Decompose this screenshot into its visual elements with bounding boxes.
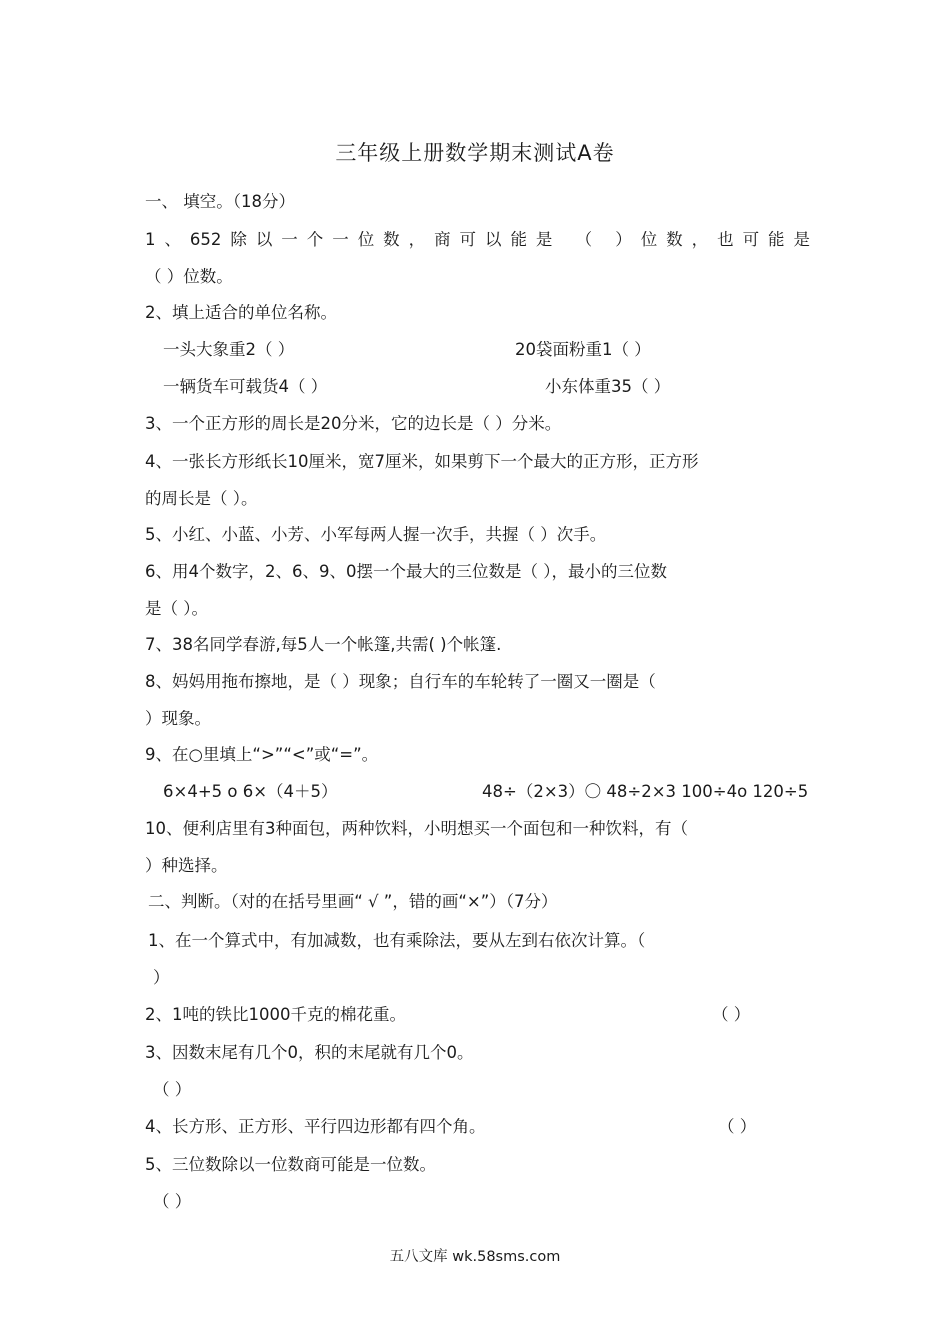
judge-4: 4、长方形、正方形、平行四边形都有四个角。 (145, 1117, 486, 1136)
question-4-line-2: 的周长是（ ）。 (145, 489, 258, 508)
question-2-item-truck: 一辆货车可载货4（ ） (163, 377, 328, 396)
judge-5: 5、三位数除以一位数商可能是一位数。 (145, 1155, 436, 1174)
question-2: 2、填上适合的单位名称。 (145, 303, 337, 322)
page-footer: 五八文库 wk.58sms.com (389, 1249, 561, 1265)
question-7: 7、38名同学春游,每5人一个帐篷,共需( )个帐篷. (145, 635, 502, 654)
question-6-line-2: 是（ ）。 (145, 599, 208, 618)
section-2-heading: 二、判断。（对的在括号里画“ √ ”，错的画“×”）（7分） (148, 892, 558, 911)
question-2-item-flour: 20袋面粉重1（ ） (515, 340, 651, 359)
page-title: 三年级上册数学期末测试A卷 (335, 141, 615, 165)
judge-3: 3、因数末尾有几个0，积的末尾就有几个0。 (145, 1043, 474, 1062)
question-10-line-1: 10、便利店里有3种面包，两种饮料，小明想买一个面包和一种饮料，有（ (145, 819, 688, 838)
judge-2-answer-paren: （ ） (712, 1005, 751, 1024)
question-1-line-2: （ ）位数。 (145, 267, 233, 286)
question-4-line-1: 4、一张长方形纸长10厘米，宽7厘米，如果剪下一个最大的正方形，正方形 (145, 452, 699, 471)
judge-3-answer-paren: （ ） (153, 1080, 192, 1099)
question-10-line-2: ）种选择。 (145, 856, 228, 875)
question-8-line-2: ）现象。 (145, 709, 211, 728)
question-1-line-1: 1、652除以一个一位数，商可以能是 （ ）位数，也可能是 (145, 230, 810, 249)
section-1-heading: 一、 填空。（18分） (145, 192, 295, 211)
judge-1-line-2: ） (153, 968, 170, 987)
judge-4-answer-paren: （ ） (718, 1117, 757, 1136)
question-9: 9、在○里填上“>”“<”或“=”。 (145, 745, 379, 764)
question-6-line-1: 6、用4个数字，2、6、9、0摆一个最大的三位数是（ ），最小的三位数 (145, 562, 667, 581)
question-9-expression-1: 6×4+5 o 6×（4＋5） (163, 782, 338, 801)
question-3: 3、一个正方形的周长是20分米，它的边长是（ ）分米。 (145, 414, 562, 433)
judge-5-answer-paren: （ ） (153, 1192, 192, 1211)
question-5: 5、小红、小蓝、小芳、小军每两人握一次手，共握（ ）次手。 (145, 525, 607, 544)
question-2-item-elephant: 一头大象重2（ ） (163, 340, 295, 359)
question-2-item-weight: 小东体重35（ ） (545, 377, 671, 396)
judge-1-line-1: 1、在一个算式中，有加减数，也有乘除法，要从左到右依次计算。（ (148, 931, 646, 950)
question-9-expression-2: 48÷（2×3）〇 48÷2×3 100÷4o 120÷5 (482, 782, 809, 801)
question-8-line-1: 8、妈妈用拖布擦地，是（ ）现象；自行车的车轮转了一圈又一圈是（ (145, 672, 656, 691)
judge-2: 2、1吨的铁比1000千克的棉花重。 (145, 1005, 406, 1024)
